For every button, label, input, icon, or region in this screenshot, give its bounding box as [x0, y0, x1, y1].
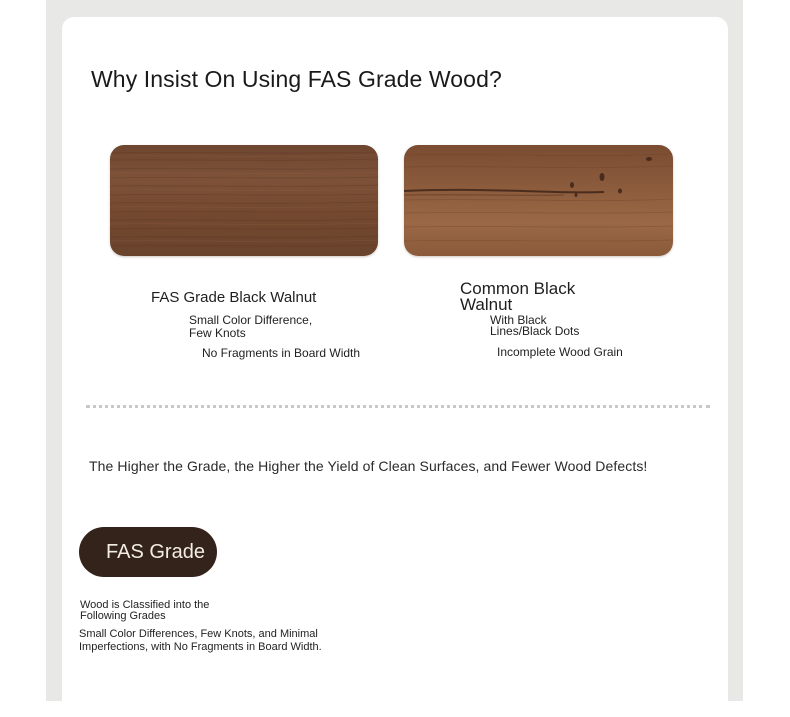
fas-wood-sample-image [110, 145, 378, 256]
common-wood-sample-image [404, 145, 673, 256]
fas-grade-desc-color: Small Color Difference, Few Knots [189, 313, 313, 340]
fas-grade-button[interactable] [79, 527, 217, 577]
fas-grade-description: Small Color Differences, Few Knots, and Minimal Imperfections, with No Fragments in Board Width. [79, 628, 322, 653]
common-grade-label: Common Black Walnut [460, 279, 576, 314]
common-grade-desc-grain: Incomplete Wood Grain [497, 345, 623, 359]
fas-grade-label: FAS Grade Black Walnut [151, 289, 317, 306]
page-title: Why Insist On Using FAS Grade Wood? [91, 66, 502, 92]
fas-grade-desc-board: No Fragments in Board Width [202, 346, 361, 360]
dotted-divider [86, 405, 710, 408]
fas-grade-button-label: FAS Grade [106, 541, 205, 563]
grade-tagline: The Higher the Grade, the Higher the Yield of Clean Surfaces, and Fewer Wood Defects! [89, 458, 648, 474]
classification-intro: Wood is Classified into the Following Grades [80, 599, 210, 622]
common-grade-desc-lines: With Black Lines/Black Dots [490, 313, 580, 338]
